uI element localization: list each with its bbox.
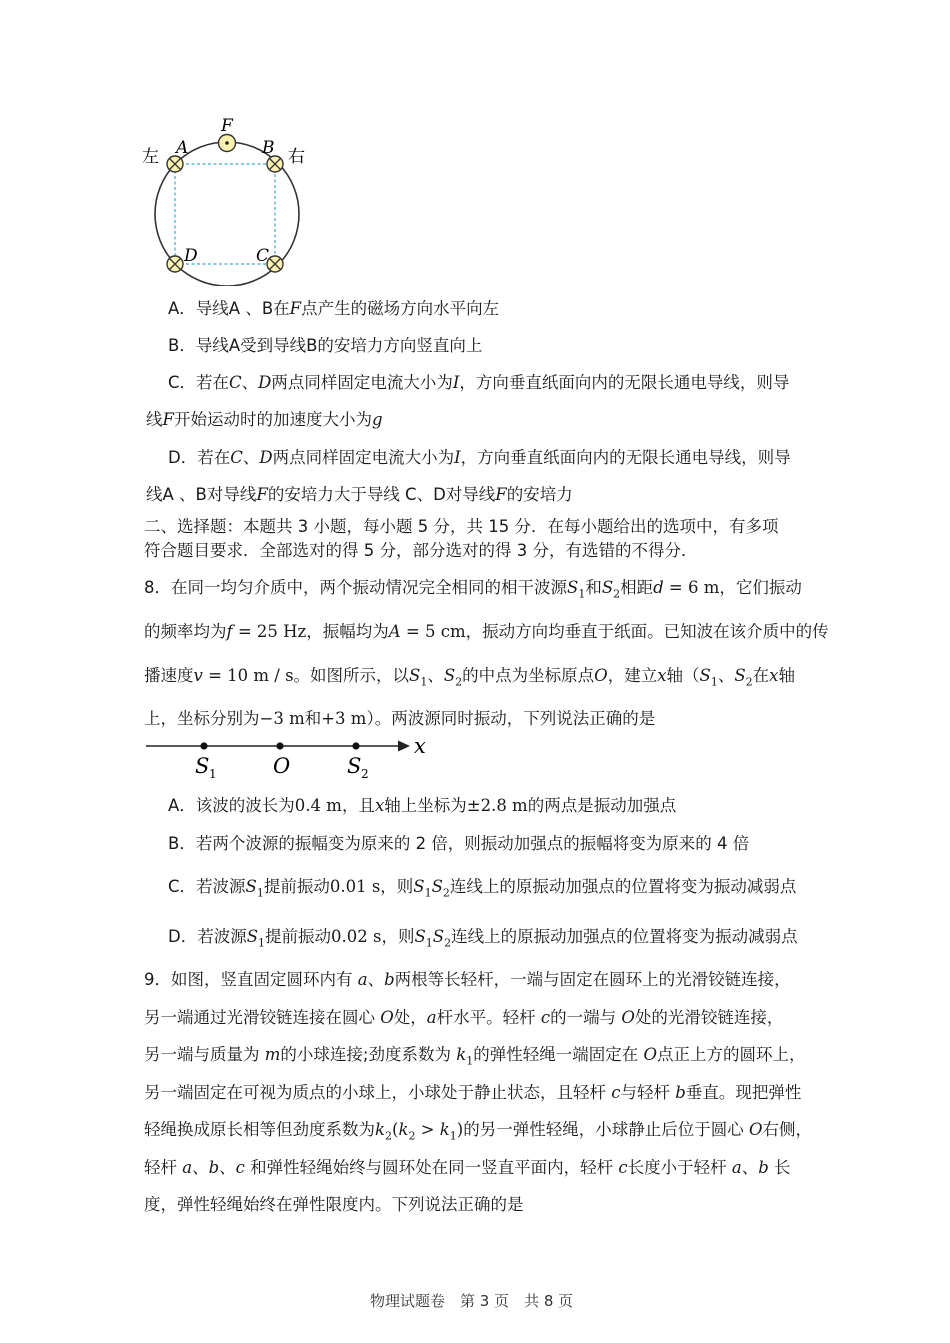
label-right: 右 (288, 147, 305, 167)
x-axis-figure (140, 728, 440, 784)
label-C: C (256, 246, 270, 266)
q7-option-d-line2: 线A 、B对导线F的安培力大于导线 C、D对导线F的安培力 (146, 485, 573, 504)
q9-stem-line6: 轻杆 a、b、c 和弹性轻绳始终与圆环处在同一竖直平面内，轻杆 c长度小于轻杆 a、b 长 (144, 1158, 791, 1177)
q9-stem-line2: 另一端通过光滑铰链连接在圆心 O处，a杆水平。轻杆 c的一端与 O处的光滑铰链连接， (144, 1008, 784, 1027)
section2-line2: 符合题目要求．全部选对的得 5 分，部分选对的得 3 分，有选错的不得分． (144, 541, 698, 560)
q8-option-d: D．若波源$S_1$提前振动0.02 s，则$S_1S_2$连线上的原振动加强点的位置将变为振动减弱点 (168, 927, 798, 950)
q9-stem-line5: 轻绳换成原长相等但劲度系数为$k_2(k_2 > k_1)$的另一弹性轻绳，小球静止后位于圆心 O右侧， (144, 1120, 812, 1143)
label-x: x (414, 734, 426, 758)
label-D: D (184, 246, 198, 266)
wire-A-in-icon (167, 156, 183, 172)
q8-stem-line4: 上，坐标分别为−3 m和+3 m）。两波源同时振动，下列说法正确的是 (144, 709, 656, 728)
q9-stem-line3: 另一端与质量为 m的小球连接;劲度系数为 $k_1$的弹性轻绳一端固定在 O点正上方的圆环上， (144, 1045, 806, 1068)
q7-option-c-line1: C．若在C、D两点同样固定电流大小为I，方向垂直纸面向内的无限长通电导线，则导 (168, 373, 790, 392)
q8-option-a: A．该波的波长为0.4 m，且x轴上坐标为±2.8 m的两点是振动加强点 (168, 796, 677, 815)
label-B: B (262, 138, 275, 158)
q8-stem-line3: 播速度v = 10 m / s。如图所示，以$S_1$、$S_2$的中点为坐标原点O，建立x轴（$S_1$、$S_2$在x轴 (144, 666, 795, 689)
q8-stem-line2: 的频率均为f = 25 Hz，振幅均为A = 5 cm，振动方向均垂直于纸面。已知波在该介质中的传 (144, 622, 829, 641)
q9-stem-line4: 另一端固定在可视为质点的小球上，小球处于静止状态，且轻杆 c与轻杆 b垂直。现把弹性 (144, 1083, 802, 1102)
point-S2 (352, 742, 359, 749)
q9-stem-line7: 度，弹性轻绳始终在弹性限度内。下列说法正确的是 (144, 1195, 524, 1214)
x-axis-arrow-icon (398, 741, 410, 752)
label-left: 左 (142, 147, 159, 167)
label-S2: S (347, 754, 362, 778)
wire-F-out-icon (219, 135, 236, 152)
wire-C-in-icon (267, 256, 283, 272)
point-S1 (200, 742, 207, 749)
label-F: F (221, 116, 233, 136)
label-O: O (273, 754, 291, 778)
q8-stem-line1: 8．在同一均匀介质中，两个振动情况完全相同的相干波源$S_1$和$S_2$相距d = 6 m，它们振动 (144, 578, 802, 601)
label-S1: S (195, 754, 210, 778)
page-footer: 物理试题卷 第 3 页 共 8 页 (370, 1292, 574, 1310)
q9-stem-line1: 9．如图，竖直固定圆环内有 a、b两根等长轻杆，一端与固定在圆环上的光滑铰链连接， (144, 970, 791, 989)
q8-option-b: B．若两个波源的振幅变为原来的 2 倍，则振动加强点的振幅将变为原来的 4 倍 (168, 834, 750, 853)
q7-option-d-line1: D．若在C、D两点同样固定电流大小为I，方向垂直纸面向内的无限长通电导线，则导 (168, 448, 791, 467)
wire-D-in-icon (167, 256, 183, 272)
label-S2-sub: 2 (361, 767, 369, 781)
circuit-figure (138, 116, 318, 286)
point-O (276, 742, 283, 749)
label-A: A (176, 138, 189, 158)
wire-B-in-icon (267, 156, 283, 172)
q7-option-a: A．导线A 、B在F点产生的磁场方向水平向左 (168, 299, 500, 318)
q7-option-c-line2: 线F开始运动时的加速度大小为g (146, 410, 383, 429)
label-S1-sub: 1 (209, 767, 217, 781)
q7-option-b: B．导线A受到导线B的安培力方向竖直向上 (168, 336, 483, 355)
section2-line1: 二、选择题：本题共 3 小题，每小题 5 分，共 15 分．在每小题给出的选项中，有多项 (144, 517, 779, 536)
q8-option-c: C．若波源$S_1$提前振动0.01 s，则$S_1S_2$连线上的原振动加强点的位置将变为振动减弱点 (168, 877, 797, 900)
